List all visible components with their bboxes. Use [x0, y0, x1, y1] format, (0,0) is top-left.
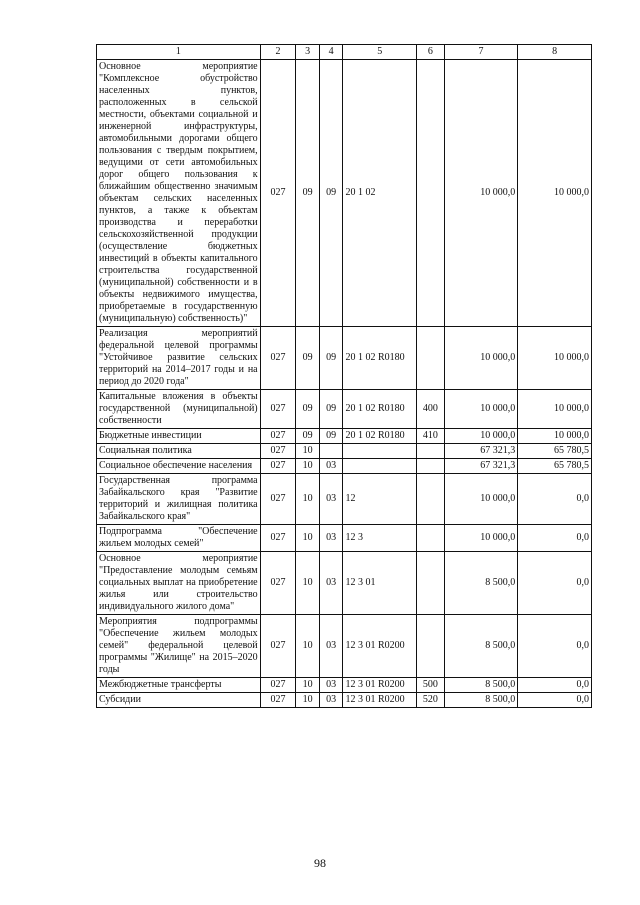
- section-code-cell: 09: [296, 327, 320, 390]
- table-row: [97, 327, 592, 390]
- subsection-code-cell: 09: [319, 60, 343, 327]
- table-row: [97, 615, 592, 678]
- ministry-code-cell: 027: [260, 678, 296, 693]
- target-article-cell: 20 1 02 R0180: [343, 327, 417, 390]
- ministry-code-cell: 027: [260, 327, 296, 390]
- section-code-cell: 10: [296, 525, 320, 552]
- target-article-cell: [343, 459, 417, 474]
- section-code-cell: 09: [296, 429, 320, 444]
- amount-year-1-cell: 8 500,0: [444, 615, 518, 678]
- table-row: [97, 60, 592, 327]
- amount-year-2-cell: 10 000,0: [518, 327, 592, 390]
- amount-year-1-cell: 10 000,0: [444, 429, 518, 444]
- subsection-code-cell: [319, 444, 343, 459]
- table-row: [97, 552, 592, 615]
- subsection-code-cell: 09: [319, 327, 343, 390]
- amount-year-1-cell: 10 000,0: [444, 60, 518, 327]
- row-name-cell: Социальная политика: [97, 444, 261, 459]
- amount-year-1-cell: 10 000,0: [444, 525, 518, 552]
- section-code-cell: 09: [296, 390, 320, 429]
- expense-type-cell: [417, 459, 445, 474]
- expense-type-cell: [417, 327, 445, 390]
- subsection-code-cell: 09: [319, 390, 343, 429]
- page-number: 98: [314, 856, 326, 870]
- row-name-cell: Подпрограмма "Обеспечение жильем молодых семей": [97, 525, 261, 552]
- subsection-code-cell: 03: [319, 615, 343, 678]
- ministry-code-cell: 027: [260, 615, 296, 678]
- header-cell: 6: [417, 45, 445, 60]
- row-name-cell: Субсидии: [97, 693, 261, 708]
- header-cell: 1: [97, 45, 261, 60]
- section-code-cell: 09: [296, 60, 320, 327]
- subsection-code-cell: 09: [319, 429, 343, 444]
- expense-type-cell: [417, 474, 445, 525]
- ministry-code-cell: 027: [260, 444, 296, 459]
- target-article-cell: 20 1 02: [343, 60, 417, 327]
- table-row: [97, 525, 592, 552]
- header-cell: 8: [518, 45, 592, 60]
- ministry-code-cell: 027: [260, 525, 296, 552]
- table-row: [97, 693, 592, 708]
- amount-year-2-cell: 0,0: [518, 525, 592, 552]
- target-article-cell: 12 3: [343, 525, 417, 552]
- amount-year-1-cell: 8 500,0: [444, 552, 518, 615]
- row-name-cell: Реализация мероприятий федеральной целевой программы "Устойчивое развитие сельских территорий на 2014–2017 годы и на период до 2020 года": [97, 327, 261, 390]
- expense-type-cell: 520: [417, 693, 445, 708]
- ministry-code-cell: 027: [260, 693, 296, 708]
- ministry-code-cell: 027: [260, 429, 296, 444]
- table-row: [97, 474, 592, 525]
- ministry-code-cell: 027: [260, 60, 296, 327]
- target-article-cell: 12: [343, 474, 417, 525]
- amount-year-1-cell: 10 000,0: [444, 327, 518, 390]
- header-cell: 2: [260, 45, 296, 60]
- amount-year-2-cell: 10 000,0: [518, 60, 592, 327]
- subsection-code-cell: 03: [319, 678, 343, 693]
- target-article-cell: 12 3 01 R0200: [343, 678, 417, 693]
- amount-year-2-cell: 0,0: [518, 693, 592, 708]
- row-name-cell: Межбюджетные трансферты: [97, 678, 261, 693]
- expense-type-cell: [417, 615, 445, 678]
- section-code-cell: 10: [296, 444, 320, 459]
- header-cell: 4: [319, 45, 343, 60]
- subsection-code-cell: 03: [319, 525, 343, 552]
- ministry-code-cell: 027: [260, 552, 296, 615]
- table-row: [97, 429, 592, 444]
- amount-year-1-cell: 67 321,3: [444, 444, 518, 459]
- target-article-cell: 12 3 01: [343, 552, 417, 615]
- table-row: [97, 444, 592, 459]
- expense-type-cell: 410: [417, 429, 445, 444]
- table-row: [97, 390, 592, 429]
- target-article-cell: [343, 444, 417, 459]
- section-code-cell: 10: [296, 615, 320, 678]
- section-code-cell: 10: [296, 459, 320, 474]
- row-name-cell: Государственная программа Забайкальского края "Развитие территорий и жилищная политика Забайкальского края": [97, 474, 261, 525]
- table-body: [97, 60, 592, 708]
- expense-type-cell: 400: [417, 390, 445, 429]
- amount-year-2-cell: 65 780,5: [518, 459, 592, 474]
- amount-year-1-cell: 8 500,0: [444, 693, 518, 708]
- section-code-cell: 10: [296, 678, 320, 693]
- amount-year-2-cell: 0,0: [518, 615, 592, 678]
- ministry-code-cell: 027: [260, 474, 296, 525]
- row-name-cell: Основное мероприятие "Комплексное обустройство населенных пунктов, расположенных в сельской местности, объектами социальной и инженерной инфраструктуры, автомобильными дорогами общего пользования с твердым покрытием, ведущими от сети автомобильных дорог общего пользования к ближайшим общественно значимым объектам сельских населенных пунктов, а также к объектам производства и переработки сельскохозяйственной продукции (осуществление бюджетных инвестиций в объекты капитального строительства государственной (муниципальной) собственности и в объекты недвижимого имущества, приобретаемые в государственную (муниципальную) собственность)": [97, 60, 261, 327]
- row-name-cell: Мероприятия подпрограммы "Обеспечение жильем молодых семей" федеральной целевой программы "Жилище" на 2015–2020 годы: [97, 615, 261, 678]
- expense-type-cell: [417, 444, 445, 459]
- amount-year-1-cell: 8 500,0: [444, 678, 518, 693]
- subsection-code-cell: 03: [319, 693, 343, 708]
- amount-year-1-cell: 67 321,3: [444, 459, 518, 474]
- header-cell: 7: [444, 45, 518, 60]
- amount-year-2-cell: 0,0: [518, 552, 592, 615]
- budget-table: [96, 44, 592, 708]
- section-code-cell: 10: [296, 474, 320, 525]
- amount-year-2-cell: 10 000,0: [518, 429, 592, 444]
- expense-type-cell: [417, 60, 445, 327]
- expense-type-cell: 500: [417, 678, 445, 693]
- amount-year-1-cell: 10 000,0: [444, 390, 518, 429]
- target-article-cell: 20 1 02 R0180: [343, 390, 417, 429]
- row-name-cell: Бюджетные инвестиции: [97, 429, 261, 444]
- row-name-cell: Основное мероприятие "Предоставление молодым семьям социальных выплат на приобретение жилья или строительство индивидуального жилого дома": [97, 552, 261, 615]
- amount-year-2-cell: 0,0: [518, 474, 592, 525]
- target-article-cell: 12 3 01 R0200: [343, 615, 417, 678]
- amount-year-2-cell: 10 000,0: [518, 390, 592, 429]
- amount-year-2-cell: 65 780,5: [518, 444, 592, 459]
- table-row: [97, 678, 592, 693]
- expense-type-cell: [417, 552, 445, 615]
- amount-year-1-cell: 10 000,0: [444, 474, 518, 525]
- row-name-cell: Социальное обеспечение населения: [97, 459, 261, 474]
- amount-year-2-cell: 0,0: [518, 678, 592, 693]
- subsection-code-cell: 03: [319, 552, 343, 615]
- section-code-cell: 10: [296, 552, 320, 615]
- expense-type-cell: [417, 525, 445, 552]
- row-name-cell: Капитальные вложения в объекты государственной (муниципальной) собственности: [97, 390, 261, 429]
- target-article-cell: 20 1 02 R0180: [343, 429, 417, 444]
- target-article-cell: 12 3 01 R0200: [343, 693, 417, 708]
- subsection-code-cell: 03: [319, 474, 343, 525]
- table-row: [97, 459, 592, 474]
- header-cell: 5: [343, 45, 417, 60]
- header-row: [97, 45, 592, 60]
- ministry-code-cell: 027: [260, 390, 296, 429]
- subsection-code-cell: 03: [319, 459, 343, 474]
- section-code-cell: 10: [296, 693, 320, 708]
- header-cell: 3: [296, 45, 320, 60]
- ministry-code-cell: 027: [260, 459, 296, 474]
